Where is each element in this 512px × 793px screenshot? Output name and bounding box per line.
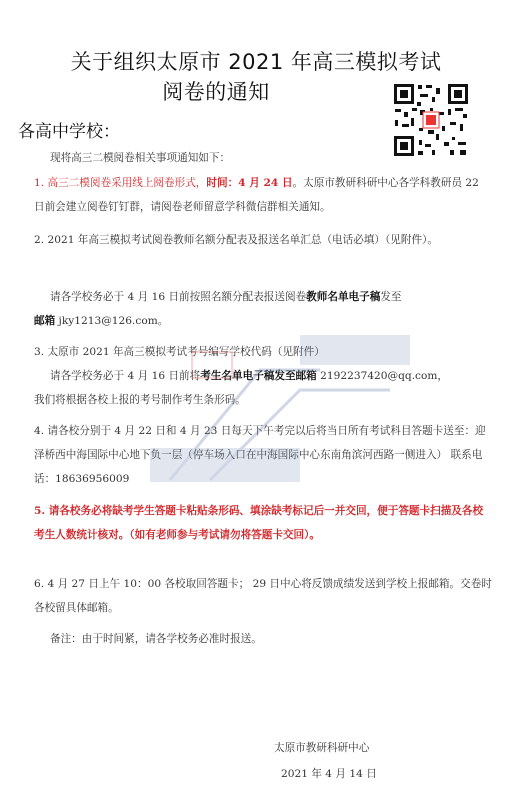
item-3-note: 请各学校务必于 4 月 16 日前将考生名单电子稿发至邮箱 2192237420@qq.com， (50, 370, 449, 382)
item-1-highlight: 高三二模阅卷采用线上阅卷形式， (47, 177, 207, 189)
item-1-number: 1. (34, 177, 48, 189)
item-4: 4. 请各校分别于 4 月 22 日和 4 月 23 日每天下午考完以后将当日所有考试科目答题卡送至：迎泽桥西中海国际中心地下负一层（停车场入口在中海国际中心东南角滨河西路一侧进入） 联系电话：18636956009 (34, 425, 486, 485)
signature-date: 2021 年 4 月 14 日 (281, 768, 377, 780)
remark: 备注：由于时间紧，请各学校务必准时报送。 (50, 633, 262, 645)
intro-paragraph: 现将高三二模阅卷相关事项通知如下： (50, 152, 231, 164)
item-2-email-line: 邮箱 jky1213@126.com。 (34, 315, 169, 327)
item-1 (34, 171, 492, 219)
item-2-note: 请各学校务必于 4 月 16 日前按照名额分配表报送阅卷教师名单电子稿发至 (50, 291, 402, 303)
item-3-note-cont: 我们将根据各校上报的考号制作考生条形码。 (34, 394, 246, 406)
item-1-rest: 。太原市教研科研中心各学科教研员 22 日前会建立阅卷钉钉群，请阅卷老师留意学科微信群相关通知。 (34, 177, 479, 213)
item-2: 2. 2021 年高三模拟考试阅卷教师名额分配表及报送名单汇总（电话必填）（见附件）。 (34, 234, 438, 246)
item-5: 5. 请各校务必将缺考学生答题卡粘贴条形码、填涂缺考标记后一并交回，便于答题卡扫描及各校考生人数统计核对。（如有老师参与考试请勿将答题卡交回）。 (34, 505, 484, 541)
item-3-email: 2192237420@qq.com， (316, 370, 449, 382)
item-6: 6. 4 月 27 日上午 10：00 各校取回答题卡； 29 日中心将反馈成绩发送到学校上报邮箱。交卷时各校留具体邮箱。 (34, 578, 492, 614)
signature-org: 太原市教研科研中心 (274, 742, 370, 754)
notice-title-line1: 关于组织太原市 2021 年高三模拟考试 (70, 50, 442, 74)
item-3: 3. 太原市 2021 年高三模拟考试考号编写学校代码（见附件） (34, 346, 325, 358)
item-2-email: jky1213@126.com。 (55, 315, 169, 327)
audience-heading: 各高中学校： (18, 122, 120, 142)
notice-title-line2: 阅卷的通知 (162, 80, 270, 104)
item-1-date: 时间：4 月 24 日 (206, 177, 293, 189)
